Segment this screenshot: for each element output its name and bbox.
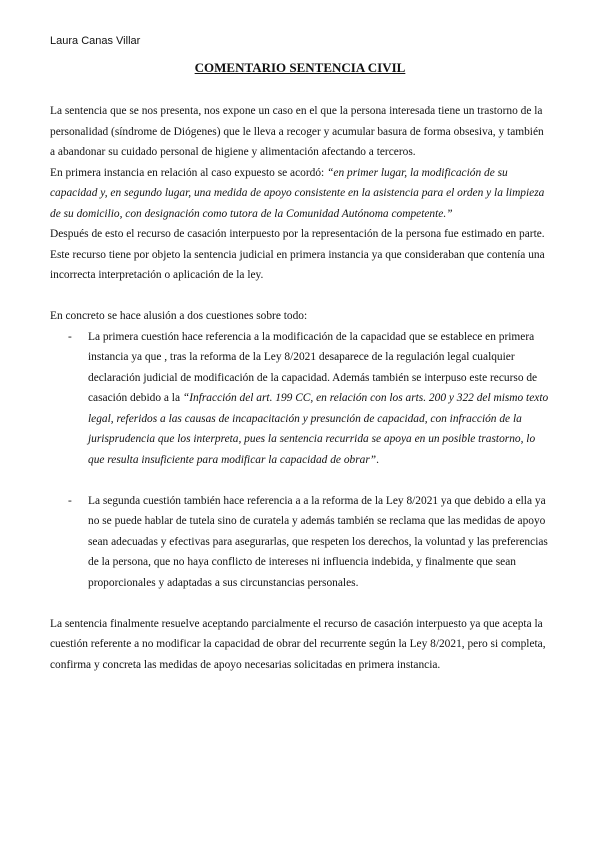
- author-name: Laura Canas Villar: [50, 35, 141, 47]
- paragraph-gap: [50, 286, 550, 307]
- appeal-object-paragraph: Este recurso tiene por objeto la sentencia judicial en primera instancia ya que consideraban que contenía una incorrecta interpretación o aplicación de la ley.: [50, 248, 545, 281]
- list-item-text: La segunda cuestión también hace referencia a a la reforma de la Ley 8/2021 ya que debido a ella ya no se puede hablar de tutela sino de curatela y además también se reclama que las medidas de apoyo sean adecuadas y efectivas para asegurarlas, que respeten los derechos, la voluntad y las preferencias de la persona, que no haya conflicto de intereses ni influencia indebida, y finalmente que sean proporcionales y adaptadas a sus circunstancias personales.: [88, 494, 548, 589]
- first-instance-quote: “en primer lugar, la modificación de su capacidad y, en segundo lugar, una medida de apoyo consistente en la asistencia para el orden y la limpieza de su domicilio, con designación como tutora de la Comunidad Autónoma competente.”: [50, 166, 545, 220]
- list-item-quote: “Infracción del art. 199 CC, en relación con los arts. 200 y 322 del mismo texto legal, referidos a las causas de incapacitación y presunción de capacidad, con infracción de la jurisprudencia que los interpreta, pues la sentencia recurrida se apoya en un posible trastorno, lo que resulta insuficiente para modificar la capacidad de obrar”: [88, 392, 549, 466]
- first-instance-lead: En primera instancia en relación al caso expuesto se acordó:: [50, 166, 328, 179]
- document-body: [50, 101, 550, 675]
- document-title: COMENTARIO SENTENCIA CIVIL: [194, 60, 406, 75]
- list-item: [50, 491, 550, 594]
- issues-list: [50, 327, 550, 594]
- list-intro: En concreto se hace alusión a dos cuestiones sobre todo:: [50, 310, 308, 322]
- list-item-tail: .: [376, 453, 379, 466]
- appeal-result-paragraph: Después de esto el recurso de casación interpuesto por la representación de la persona fue estimado en parte.: [50, 228, 545, 240]
- list-dash: -: [68, 330, 72, 343]
- conclusion-paragraph: La sentencia finalmente resuelve aceptando parcialmente el recurso de casación interpuesto ya que acepta la cuestión referente a no modificar la capacidad de obrar del recurrente según la Ley 8/2021, pero si completa, confirma y concreta las medidas de apoyo necesarias solicitadas en primera instancia.: [50, 617, 546, 671]
- first-instance-paragraph: [50, 163, 550, 225]
- list-item-text: La primera cuestión hace referencia a la modificación de la capacidad que se establece en primera instancia ya que , tras la reforma de la Ley 8/2021 desaparece de la regulación legal cualquier declaración judicial de modificación de la capacidad. Además también se interpuso este recurso de casación debido a la: [88, 330, 538, 404]
- paragraph-gap: [50, 593, 550, 614]
- list-dash: -: [68, 494, 72, 507]
- list-item: [50, 327, 550, 471]
- intro-paragraph: La sentencia que se nos presenta, nos expone un caso en el que la persona interesada tiene un trastorno de la personalidad (síndrome de Diógenes) que le lleva a recoger y acumular basura de forma obsesiva, y también a abandonar su cuidado personal de higiene y alimentación afectando a terceros.: [50, 105, 544, 158]
